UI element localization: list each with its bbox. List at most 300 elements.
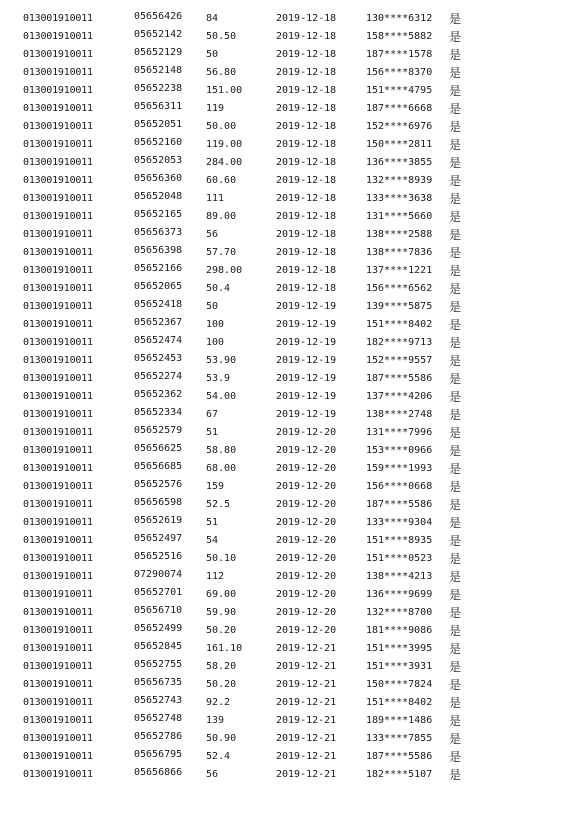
phone-cell: 187****5586 (366, 373, 433, 384)
phone-cell: 151****0523 (366, 553, 433, 564)
amount-cell: 50.50 (206, 31, 237, 42)
flag-cell: 是 (449, 714, 462, 728)
table-row (0, 748, 561, 766)
table-row (0, 460, 561, 478)
phone-cell: 133****3638 (366, 193, 433, 204)
flag-cell: 是 (449, 282, 462, 296)
account-code-cell: 013001910011 (23, 175, 93, 186)
phone-cell: 151****4795 (366, 85, 433, 96)
table-row (0, 10, 561, 28)
date-cell: 2019-12-19 (276, 355, 337, 366)
order-number-cell: 05656598 (134, 497, 183, 508)
records-table (0, 10, 561, 784)
order-number-cell: 05652129 (134, 47, 183, 58)
table-row (0, 316, 561, 334)
table-row (0, 640, 561, 658)
phone-cell: 138****2588 (366, 229, 433, 240)
phone-cell: 136****3855 (366, 157, 433, 168)
amount-cell: 50 (206, 301, 219, 312)
date-cell: 2019-12-19 (276, 409, 337, 420)
flag-cell: 是 (449, 228, 462, 242)
table-row (0, 352, 561, 370)
flag-cell: 是 (449, 354, 462, 368)
order-number-cell: 05652048 (134, 191, 183, 202)
account-code-cell: 013001910011 (23, 247, 93, 258)
flag-cell: 是 (449, 462, 462, 476)
flag-cell: 是 (449, 606, 462, 620)
date-cell: 2019-12-20 (276, 463, 337, 474)
flag-cell: 是 (449, 426, 462, 440)
table-row (0, 730, 561, 748)
phone-cell: 151****8402 (366, 319, 433, 330)
date-cell: 2019-12-20 (276, 517, 337, 528)
date-cell: 2019-12-19 (276, 337, 337, 348)
amount-cell: 50.20 (206, 679, 237, 690)
table-row (0, 550, 561, 568)
flag-cell: 是 (449, 480, 462, 494)
phone-cell: 151****8935 (366, 535, 433, 546)
account-code-cell: 013001910011 (23, 607, 93, 618)
account-code-cell: 013001910011 (23, 337, 93, 348)
date-cell: 2019-12-20 (276, 625, 337, 636)
account-code-cell: 013001910011 (23, 283, 93, 294)
flag-cell: 是 (449, 120, 462, 134)
amount-cell: 50.4 (206, 283, 231, 294)
flag-cell: 是 (449, 138, 462, 152)
amount-cell: 89.00 (206, 211, 237, 222)
date-cell: 2019-12-19 (276, 391, 337, 402)
account-code-cell: 013001910011 (23, 661, 93, 672)
amount-cell: 53.90 (206, 355, 237, 366)
order-number-cell: 05656360 (134, 173, 183, 184)
account-code-cell: 013001910011 (23, 751, 93, 762)
phone-cell: 156****8370 (366, 67, 433, 78)
account-code-cell: 013001910011 (23, 463, 93, 474)
phone-cell: 159****1993 (366, 463, 433, 474)
table-row (0, 244, 561, 262)
table-row (0, 136, 561, 154)
account-code-cell: 013001910011 (23, 355, 93, 366)
date-cell: 2019-12-18 (276, 67, 337, 78)
order-number-cell: 05652142 (134, 29, 183, 40)
table-row (0, 532, 561, 550)
table-row (0, 604, 561, 622)
flag-cell: 是 (449, 66, 462, 80)
table-row (0, 496, 561, 514)
flag-cell: 是 (449, 660, 462, 674)
account-code-cell: 013001910011 (23, 193, 93, 204)
flag-cell: 是 (449, 246, 462, 260)
table-row (0, 46, 561, 64)
flag-cell: 是 (449, 48, 462, 62)
phone-cell: 131****5660 (366, 211, 433, 222)
date-cell: 2019-12-20 (276, 445, 337, 456)
table-row (0, 388, 561, 406)
order-number-cell: 05652160 (134, 137, 183, 148)
order-number-cell: 05652053 (134, 155, 183, 166)
date-cell: 2019-12-20 (276, 535, 337, 546)
date-cell: 2019-12-18 (276, 139, 337, 150)
flag-cell: 是 (449, 336, 462, 350)
amount-cell: 100 (206, 319, 225, 330)
account-code-cell: 013001910011 (23, 301, 93, 312)
date-cell: 2019-12-18 (276, 283, 337, 294)
phone-cell: 156****0668 (366, 481, 433, 492)
table-row (0, 262, 561, 280)
table-row (0, 208, 561, 226)
phone-cell: 189****1486 (366, 715, 433, 726)
account-code-cell: 013001910011 (23, 13, 93, 24)
account-code-cell: 013001910011 (23, 517, 93, 528)
date-cell: 2019-12-20 (276, 589, 337, 600)
order-number-cell: 05656795 (134, 749, 183, 760)
date-cell: 2019-12-20 (276, 427, 337, 438)
order-number-cell: 05652274 (134, 371, 183, 382)
table-row (0, 64, 561, 82)
flag-cell: 是 (449, 30, 462, 44)
order-number-cell: 05652474 (134, 335, 183, 346)
account-code-cell: 013001910011 (23, 373, 93, 384)
amount-cell: 57.70 (206, 247, 237, 258)
table-row (0, 280, 561, 298)
amount-cell: 159 (206, 481, 225, 492)
account-code-cell: 013001910011 (23, 589, 93, 600)
date-cell: 2019-12-18 (276, 121, 337, 132)
order-number-cell: 05652845 (134, 641, 183, 652)
flag-cell: 是 (449, 552, 462, 566)
account-code-cell: 013001910011 (23, 715, 93, 726)
account-code-cell: 013001910011 (23, 445, 93, 456)
amount-cell: 59.90 (206, 607, 237, 618)
amount-cell: 51 (206, 427, 219, 438)
phone-cell: 138****4213 (366, 571, 433, 582)
flag-cell: 是 (449, 372, 462, 386)
table-row (0, 370, 561, 388)
date-cell: 2019-12-18 (276, 85, 337, 96)
date-cell: 2019-12-18 (276, 103, 337, 114)
phone-cell: 182****9713 (366, 337, 433, 348)
table-row (0, 442, 561, 460)
account-code-cell: 013001910011 (23, 265, 93, 276)
date-cell: 2019-12-18 (276, 13, 337, 24)
table-row (0, 694, 561, 712)
table-row (0, 568, 561, 586)
date-cell: 2019-12-18 (276, 175, 337, 186)
phone-cell: 150****2811 (366, 139, 433, 150)
amount-cell: 56 (206, 229, 219, 240)
flag-cell: 是 (449, 570, 462, 584)
account-code-cell: 013001910011 (23, 103, 93, 114)
phone-cell: 187****6668 (366, 103, 433, 114)
order-number-cell: 05652166 (134, 263, 183, 274)
order-number-cell: 05652334 (134, 407, 183, 418)
flag-cell: 是 (449, 264, 462, 278)
order-number-cell: 05656625 (134, 443, 183, 454)
flag-cell: 是 (449, 12, 462, 26)
amount-cell: 50 (206, 49, 219, 60)
table-row (0, 172, 561, 190)
flag-cell: 是 (449, 174, 462, 188)
order-number-cell: 05652576 (134, 479, 183, 490)
account-code-cell: 013001910011 (23, 499, 93, 510)
phone-cell: 187****5586 (366, 499, 433, 510)
account-code-cell: 013001910011 (23, 679, 93, 690)
date-cell: 2019-12-20 (276, 553, 337, 564)
amount-cell: 60.60 (206, 175, 237, 186)
phone-cell: 182****5107 (366, 769, 433, 780)
table-row (0, 118, 561, 136)
amount-cell: 139 (206, 715, 225, 726)
amount-cell: 50.00 (206, 121, 237, 132)
order-number-cell: 05656373 (134, 227, 183, 238)
order-number-cell: 05652148 (134, 65, 183, 76)
phone-cell: 133****9304 (366, 517, 433, 528)
date-cell: 2019-12-18 (276, 211, 337, 222)
account-code-cell: 013001910011 (23, 733, 93, 744)
amount-cell: 56 (206, 769, 219, 780)
amount-cell: 298.00 (206, 265, 243, 276)
table-row (0, 712, 561, 730)
phone-cell: 131****7996 (366, 427, 433, 438)
date-cell: 2019-12-21 (276, 643, 337, 654)
date-cell: 2019-12-18 (276, 49, 337, 60)
amount-cell: 112 (206, 571, 225, 582)
amount-cell: 284.00 (206, 157, 243, 168)
date-cell: 2019-12-18 (276, 157, 337, 168)
order-number-cell: 05652418 (134, 299, 183, 310)
amount-cell: 67 (206, 409, 219, 420)
date-cell: 2019-12-18 (276, 265, 337, 276)
account-code-cell: 013001910011 (23, 319, 93, 330)
amount-cell: 54 (206, 535, 219, 546)
account-code-cell: 013001910011 (23, 121, 93, 132)
order-number-cell: 05656866 (134, 767, 183, 778)
order-number-cell: 05652619 (134, 515, 183, 526)
flag-cell: 是 (449, 156, 462, 170)
account-code-cell: 013001910011 (23, 409, 93, 420)
amount-cell: 100 (206, 337, 225, 348)
phone-cell: 139****5875 (366, 301, 433, 312)
order-number-cell: 05652453 (134, 353, 183, 364)
flag-cell: 是 (449, 732, 462, 746)
table-row (0, 622, 561, 640)
table-row (0, 154, 561, 172)
date-cell: 2019-12-21 (276, 697, 337, 708)
amount-cell: 58.20 (206, 661, 237, 672)
order-number-cell: 05652786 (134, 731, 183, 742)
date-cell: 2019-12-20 (276, 481, 337, 492)
order-number-cell: 05656398 (134, 245, 183, 256)
flag-cell: 是 (449, 408, 462, 422)
order-number-cell: 05652748 (134, 713, 183, 724)
phone-cell: 137****1221 (366, 265, 433, 276)
account-code-cell: 013001910011 (23, 67, 93, 78)
order-number-cell: 05652238 (134, 83, 183, 94)
order-number-cell: 05652051 (134, 119, 183, 130)
order-number-cell: 05656735 (134, 677, 183, 688)
account-code-cell: 013001910011 (23, 481, 93, 492)
account-code-cell: 013001910011 (23, 157, 93, 168)
account-code-cell: 013001910011 (23, 571, 93, 582)
phone-cell: 138****2748 (366, 409, 433, 420)
amount-cell: 54.00 (206, 391, 237, 402)
flag-cell: 是 (449, 210, 462, 224)
date-cell: 2019-12-21 (276, 679, 337, 690)
table-row (0, 766, 561, 784)
amount-cell: 119 (206, 103, 225, 114)
order-number-cell: 07290074 (134, 569, 183, 580)
table-row (0, 226, 561, 244)
order-number-cell: 05652499 (134, 623, 183, 634)
date-cell: 2019-12-18 (276, 229, 337, 240)
amount-cell: 69.00 (206, 589, 237, 600)
amount-cell: 52.4 (206, 751, 231, 762)
date-cell: 2019-12-20 (276, 499, 337, 510)
amount-cell: 84 (206, 13, 219, 24)
phone-cell: 152****6976 (366, 121, 433, 132)
account-code-cell: 013001910011 (23, 535, 93, 546)
flag-cell: 是 (449, 300, 462, 314)
date-cell: 2019-12-20 (276, 571, 337, 582)
account-code-cell: 013001910011 (23, 625, 93, 636)
date-cell: 2019-12-21 (276, 715, 337, 726)
table-row (0, 586, 561, 604)
order-number-cell: 05656426 (134, 11, 183, 22)
amount-cell: 151.00 (206, 85, 243, 96)
phone-cell: 137****4206 (366, 391, 433, 402)
account-code-cell: 013001910011 (23, 49, 93, 60)
table-row (0, 190, 561, 208)
order-number-cell: 05652755 (134, 659, 183, 670)
amount-cell: 50.20 (206, 625, 237, 636)
phone-cell: 156****6562 (366, 283, 433, 294)
phone-cell: 150****7824 (366, 679, 433, 690)
account-code-cell: 013001910011 (23, 643, 93, 654)
account-code-cell: 013001910011 (23, 31, 93, 42)
flag-cell: 是 (449, 588, 462, 602)
order-number-cell: 05652743 (134, 695, 183, 706)
phone-cell: 136****9699 (366, 589, 433, 600)
date-cell: 2019-12-18 (276, 193, 337, 204)
table-row (0, 334, 561, 352)
account-code-cell: 013001910011 (23, 553, 93, 564)
date-cell: 2019-12-19 (276, 319, 337, 330)
phone-cell: 152****9557 (366, 355, 433, 366)
order-number-cell: 05652165 (134, 209, 183, 220)
table-row (0, 478, 561, 496)
flag-cell: 是 (449, 192, 462, 206)
flag-cell: 是 (449, 768, 462, 782)
amount-cell: 58.80 (206, 445, 237, 456)
order-number-cell: 05656311 (134, 101, 183, 112)
order-number-cell: 05656685 (134, 461, 183, 472)
table-row (0, 406, 561, 424)
date-cell: 2019-12-18 (276, 31, 337, 42)
date-cell: 2019-12-19 (276, 373, 337, 384)
table-row (0, 82, 561, 100)
amount-cell: 92.2 (206, 697, 231, 708)
table-row (0, 514, 561, 532)
table-row (0, 424, 561, 442)
order-number-cell: 05652579 (134, 425, 183, 436)
flag-cell: 是 (449, 750, 462, 764)
flag-cell: 是 (449, 534, 462, 548)
phone-cell: 138****7836 (366, 247, 433, 258)
account-code-cell: 013001910011 (23, 229, 93, 240)
account-code-cell: 013001910011 (23, 85, 93, 96)
date-cell: 2019-12-19 (276, 301, 337, 312)
order-number-cell: 05652497 (134, 533, 183, 544)
phone-cell: 187****1578 (366, 49, 433, 60)
amount-cell: 50.90 (206, 733, 237, 744)
date-cell: 2019-12-21 (276, 661, 337, 672)
table-row (0, 676, 561, 694)
phone-cell: 151****8402 (366, 697, 433, 708)
order-number-cell: 05652065 (134, 281, 183, 292)
table-row (0, 100, 561, 118)
flag-cell: 是 (449, 624, 462, 638)
phone-cell: 133****7855 (366, 733, 433, 744)
account-code-cell: 013001910011 (23, 391, 93, 402)
flag-cell: 是 (449, 390, 462, 404)
amount-cell: 119.00 (206, 139, 243, 150)
date-cell: 2019-12-18 (276, 247, 337, 258)
table-row (0, 298, 561, 316)
phone-cell: 187****5586 (366, 751, 433, 762)
account-code-cell: 013001910011 (23, 697, 93, 708)
flag-cell: 是 (449, 516, 462, 530)
phone-cell: 151****3995 (366, 643, 433, 654)
amount-cell: 161.10 (206, 643, 243, 654)
flag-cell: 是 (449, 102, 462, 116)
phone-cell: 151****3931 (366, 661, 433, 672)
flag-cell: 是 (449, 678, 462, 692)
account-code-cell: 013001910011 (23, 769, 93, 780)
order-number-cell: 05652362 (134, 389, 183, 400)
account-code-cell: 013001910011 (23, 427, 93, 438)
table-row (0, 28, 561, 46)
phone-cell: 130****6312 (366, 13, 433, 24)
phone-cell: 158****5882 (366, 31, 433, 42)
flag-cell: 是 (449, 498, 462, 512)
order-number-cell: 05652701 (134, 587, 183, 598)
phone-cell: 132****8939 (366, 175, 433, 186)
account-code-cell: 013001910011 (23, 139, 93, 150)
order-number-cell: 05652516 (134, 551, 183, 562)
phone-cell: 132****8700 (366, 607, 433, 618)
order-number-cell: 05656710 (134, 605, 183, 616)
amount-cell: 51 (206, 517, 219, 528)
order-number-cell: 05652367 (134, 317, 183, 328)
date-cell: 2019-12-21 (276, 733, 337, 744)
flag-cell: 是 (449, 84, 462, 98)
flag-cell: 是 (449, 696, 462, 710)
amount-cell: 68.00 (206, 463, 237, 474)
amount-cell: 50.10 (206, 553, 237, 564)
date-cell: 2019-12-20 (276, 607, 337, 618)
phone-cell: 153****0966 (366, 445, 433, 456)
amount-cell: 111 (206, 193, 225, 204)
account-code-cell: 013001910011 (23, 211, 93, 222)
date-cell: 2019-12-21 (276, 769, 337, 780)
flag-cell: 是 (449, 444, 462, 458)
table-row (0, 658, 561, 676)
date-cell: 2019-12-21 (276, 751, 337, 762)
amount-cell: 53.9 (206, 373, 231, 384)
phone-cell: 181****9086 (366, 625, 433, 636)
amount-cell: 52.5 (206, 499, 231, 510)
amount-cell: 56.80 (206, 67, 237, 78)
